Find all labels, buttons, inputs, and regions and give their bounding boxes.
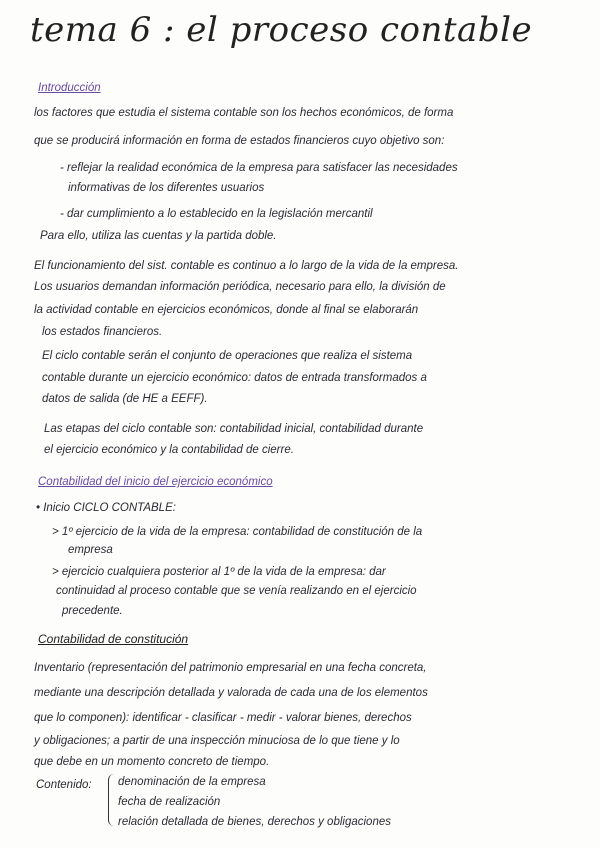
ciclo-line: contable durante un ejercicio económico: datos de entrada transformados a bbox=[42, 372, 427, 384]
brace bbox=[108, 774, 115, 826]
contenido-item: denominación de la empresa bbox=[118, 776, 266, 788]
constitucion-line: Inventario (representación del patrimonio empresarial en una fecha concreta, bbox=[34, 662, 427, 674]
intro-line: que se producirá información en forma de estados financieros cuyo objetivo son: bbox=[34, 135, 445, 147]
inicio-line: precedente. bbox=[62, 605, 123, 617]
contenido-label: Contenido: bbox=[36, 779, 92, 791]
intro-line: Para ello, utiliza las cuentas y la partida doble. bbox=[40, 230, 277, 242]
funcionamiento-line: la actividad contable en ejercicios económicos, donde al final se elaborarán bbox=[34, 304, 419, 316]
inicio-heading: Contabilidad del inicio del ejercicio económico bbox=[38, 476, 273, 488]
etapas-line: Las etapas del ciclo contable son: contabilidad inicial, contabilidad durante bbox=[44, 423, 424, 435]
intro-heading: Introducción bbox=[38, 82, 101, 94]
inicio-line: continuidad al proceso contable que se venía realizando en el ejercicio bbox=[56, 585, 417, 597]
etapas-line: el ejercicio económico y la contabilidad de cierre. bbox=[44, 444, 294, 456]
constitucion-heading: Contabilidad de constitución bbox=[38, 632, 189, 646]
constitucion-line: mediante una descripción detallada y valorada de cada una de los elementos bbox=[34, 687, 428, 699]
constitucion-line: y obligaciones; a partir de una inspección minuciosa de lo que tiene y lo bbox=[34, 735, 400, 747]
funcionamiento-line: los estados financieros. bbox=[42, 326, 163, 338]
inicio-line: • Inicio CICLO CONTABLE: bbox=[36, 502, 176, 514]
inicio-line: > ejercicio cualquiera posterior al 1º de la vida de la empresa: dar bbox=[52, 566, 386, 578]
intro-bullet: - dar cumplimiento a lo establecido en la legislación mercantil bbox=[60, 208, 373, 220]
intro-line: los factores que estudia el sistema contable son los hechos económicos, de forma bbox=[34, 107, 454, 119]
contenido-item: fecha de realización bbox=[118, 796, 221, 808]
page-title: tema 6 : el proceso contable bbox=[30, 10, 533, 50]
inicio-line: > 1º ejercicio de la vida de la empresa: contabilidad de constitución de la bbox=[52, 526, 423, 538]
intro-bullet: - reflejar la realidad económica de la empresa para satisfacer las necesidades bbox=[60, 162, 458, 174]
constitucion-line: que debe en un momento concreto de tiempo. bbox=[34, 756, 270, 768]
contenido-item: relación detallada de bienes, derechos y obligaciones bbox=[118, 816, 391, 828]
ciclo-line: datos de salida (de HE a EEFF). bbox=[42, 393, 208, 405]
ciclo-line: El ciclo contable serán el conjunto de operaciones que realiza el sistema bbox=[42, 350, 413, 362]
intro-line: informativas de los diferentes usuarios bbox=[68, 182, 265, 194]
funcionamiento-line: El funcionamiento del sist. contable es continuo a lo largo de la vida de la empresa. bbox=[34, 260, 459, 272]
funcionamiento-line: Los usuarios demandan información periódica, necesario para ello, la división de bbox=[34, 281, 446, 293]
constitucion-line: que lo componen): identificar - clasificar - medir - valorar bienes, derechos bbox=[34, 712, 412, 724]
inicio-line: empresa bbox=[68, 544, 113, 556]
